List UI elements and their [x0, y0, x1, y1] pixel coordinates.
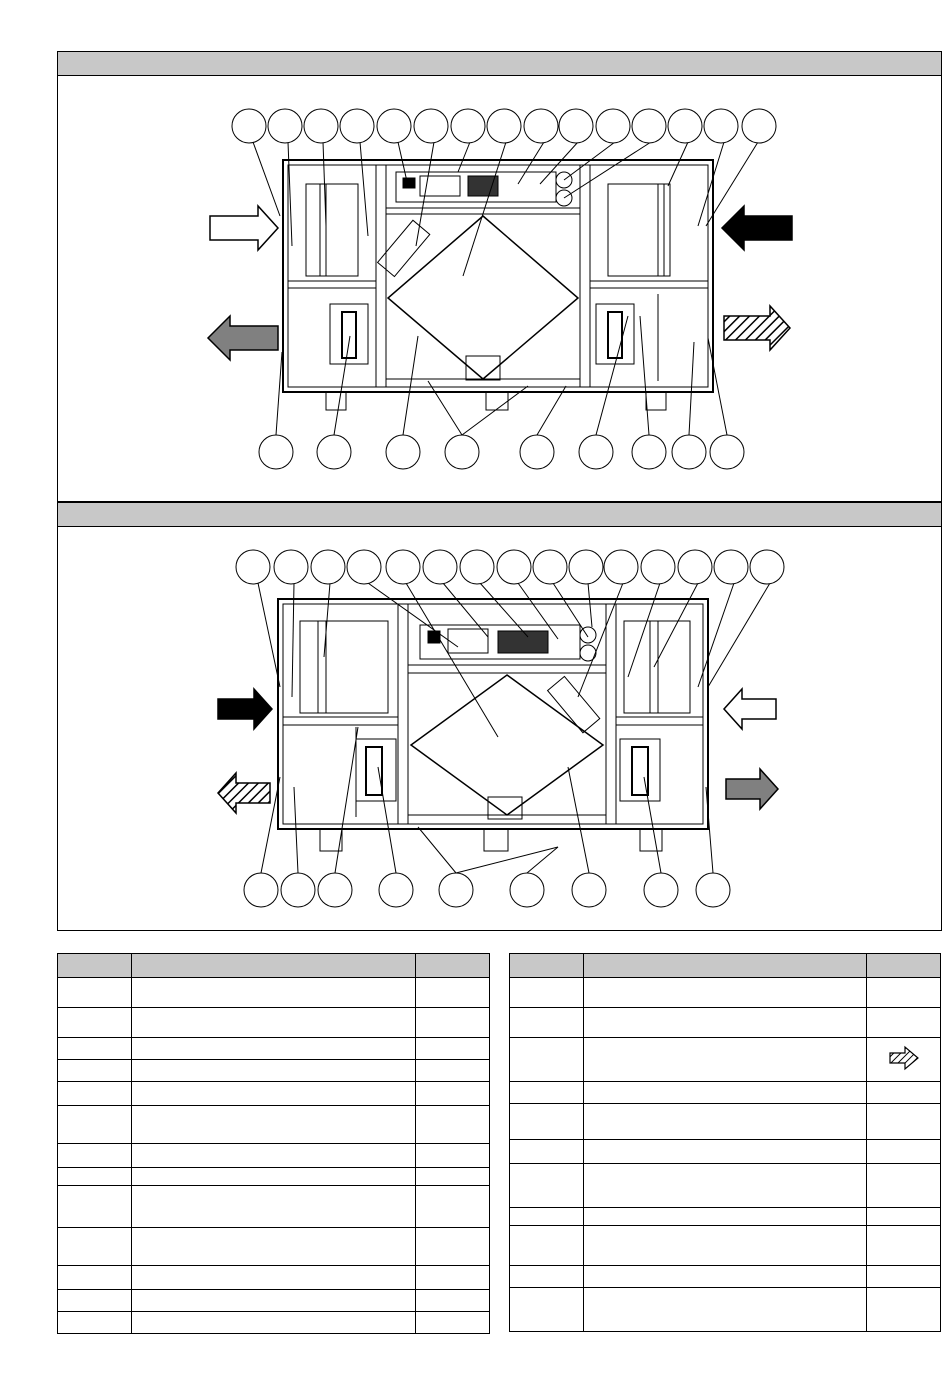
legend-cell [510, 978, 584, 1008]
legend-row [58, 1290, 490, 1312]
callout-leader-line [588, 583, 592, 627]
exhaust-arrow-grey [208, 316, 278, 360]
legend-cell [584, 1288, 867, 1332]
callout-leader-line [668, 142, 688, 186]
legend-cell [510, 1266, 584, 1288]
callout-leader-line [537, 386, 566, 435]
callout-circle [520, 435, 554, 469]
callout-circle [340, 109, 374, 143]
legend-table-left [57, 953, 490, 1334]
callout-leader-line [463, 142, 506, 276]
legend-cell [58, 1106, 132, 1144]
callout-circle [668, 109, 702, 143]
legend-row [510, 1208, 941, 1226]
legend-cell [510, 1104, 584, 1140]
legend-cell [132, 978, 416, 1008]
legend-cell [132, 1168, 416, 1186]
exhaust-arrow-grey [726, 769, 778, 809]
callout-leader-line [708, 338, 727, 435]
legend-cell [58, 1312, 132, 1334]
callout-leader-line [368, 583, 458, 647]
callout-leader-line [462, 386, 528, 435]
legend-cell [132, 1144, 416, 1168]
legend-cell [58, 1008, 132, 1038]
callout-leader-line [553, 583, 588, 637]
callout-leader-line [640, 316, 649, 435]
legend-row [58, 1144, 490, 1168]
legend-header-cell [58, 954, 132, 978]
legend-cell [510, 1226, 584, 1266]
callout-leader-line [253, 142, 280, 216]
legend-cell [416, 1106, 490, 1144]
callout-circle [632, 109, 666, 143]
callout-leader-line [698, 142, 724, 226]
legend-cell [416, 978, 490, 1008]
legend-cell [132, 1106, 416, 1144]
callout-leader-line [708, 583, 770, 687]
legend-cell [58, 978, 132, 1008]
legend-row [58, 978, 490, 1008]
legend-table-right [509, 953, 941, 1332]
callout-leader-line [258, 583, 280, 687]
legend-header-cell [416, 954, 490, 978]
legend-cell [867, 1288, 941, 1332]
callout-leader-line [628, 583, 660, 677]
legend-row [58, 1228, 490, 1266]
legend-row [58, 1008, 490, 1038]
legend-cell [416, 1168, 490, 1186]
callout-leader-line [403, 336, 418, 435]
legend-cell [510, 1082, 584, 1104]
legend-header-cell [510, 954, 584, 978]
legend-cell [416, 1038, 490, 1060]
legend-cell [132, 1228, 416, 1266]
callout-circle [274, 550, 308, 584]
legend-cell [416, 1144, 490, 1168]
callout-leader-line [518, 142, 544, 184]
legend-row [510, 1288, 941, 1332]
legend-cell [867, 978, 941, 1008]
exhaust-arrow-hatched [724, 306, 790, 350]
callout-circle [524, 109, 558, 143]
callout-circle [704, 109, 738, 143]
legend-cell [416, 1290, 490, 1312]
legend-cell [416, 1266, 490, 1290]
intake-arrow-dark [218, 689, 272, 729]
legend-cell [584, 1266, 867, 1288]
callout-circle [510, 873, 544, 907]
callout-circle [497, 550, 531, 584]
callout-leader-line [644, 777, 661, 873]
legend-cell [416, 1186, 490, 1228]
callout-leader-line [428, 381, 462, 435]
callout-leader-line [335, 727, 358, 873]
callout-leader-line [654, 583, 698, 667]
legend-cell [416, 1082, 490, 1106]
legend-row [58, 1082, 490, 1106]
unit-drawing-b [58, 527, 940, 931]
legend-cell [867, 1140, 941, 1164]
legend-cell [510, 1288, 584, 1332]
legend-row [58, 1106, 490, 1144]
legend-row [58, 1038, 490, 1060]
legend-cell [58, 1168, 132, 1186]
legend-cell [132, 1186, 416, 1228]
callout-circle [347, 550, 381, 584]
callout-leader-line [458, 142, 470, 172]
panel-b-header [58, 503, 941, 527]
callout-leader-line [418, 827, 456, 873]
callout-circle [572, 873, 606, 907]
legend-cell [584, 1008, 867, 1038]
callout-circle [386, 435, 420, 469]
legend-cell [584, 1164, 867, 1208]
callout-circle [604, 550, 638, 584]
legend-cell [584, 1140, 867, 1164]
legend-cell [416, 1228, 490, 1266]
callout-circle [579, 435, 613, 469]
callout-circle [377, 109, 411, 143]
callout-circle [641, 550, 675, 584]
callout-circle [742, 109, 776, 143]
unit-drawing-a [58, 76, 940, 502]
legend-cell [510, 1164, 584, 1208]
legend-row [510, 1140, 941, 1164]
callout-circle [445, 435, 479, 469]
callout-circle [268, 109, 302, 143]
legend-row [58, 1186, 490, 1228]
legend-cell [510, 1038, 584, 1082]
legend-cell [58, 1228, 132, 1266]
legend-cell [132, 1266, 416, 1290]
legend-cell [132, 1060, 416, 1082]
callout-circle [672, 435, 706, 469]
callout-leader-line [324, 583, 330, 657]
callout-circle [281, 873, 315, 907]
legend-cell [510, 1140, 584, 1164]
callout-circle [644, 873, 678, 907]
legend-cell [867, 1164, 941, 1208]
diagram-panel-a [57, 51, 942, 502]
legend-cell [58, 1266, 132, 1290]
callout-leader-line [406, 583, 498, 737]
legend-header-cell [132, 954, 416, 978]
intake-arrow-outline [210, 206, 278, 250]
legend-header-row [58, 954, 490, 978]
callout-circle [379, 873, 413, 907]
legend-cell [584, 978, 867, 1008]
callout-circle [710, 435, 744, 469]
legend-cell [58, 1290, 132, 1312]
legend-cell [867, 1104, 941, 1140]
callout-circle [596, 109, 630, 143]
legend-header-row [510, 954, 941, 978]
legend-cell [510, 1008, 584, 1038]
callout-circle [559, 109, 593, 143]
intake-arrow-dark [722, 206, 792, 250]
callout-circle [460, 550, 494, 584]
callout-circle [236, 550, 270, 584]
intake-arrow-outline [724, 689, 776, 729]
callout-circle [232, 109, 266, 143]
legend-cell [132, 1008, 416, 1038]
callout-circle [423, 550, 457, 584]
legend-cell [867, 1082, 941, 1104]
callout-circle [487, 109, 521, 143]
panel-a-header [58, 52, 941, 76]
legend-row [58, 1168, 490, 1186]
legend-header-cell [867, 954, 941, 978]
legend-cell [58, 1186, 132, 1228]
legend-cell [867, 1226, 941, 1266]
legend-cell [58, 1038, 132, 1060]
callout-circle [414, 109, 448, 143]
callout-circle [451, 109, 485, 143]
legend-cell [584, 1038, 867, 1082]
callout-circle [632, 435, 666, 469]
legend-row [510, 1008, 941, 1038]
callout-circle [318, 873, 352, 907]
legend-cell [58, 1082, 132, 1106]
legend-cell [132, 1082, 416, 1106]
callout-circle [439, 873, 473, 907]
legend-cell [416, 1312, 490, 1334]
legend-cell [416, 1060, 490, 1082]
callout-circle [244, 873, 278, 907]
legend-cell [132, 1290, 416, 1312]
callout-circle [304, 109, 338, 143]
callout-leader-line [689, 342, 694, 435]
legend-cell [58, 1144, 132, 1168]
legend-header-cell [584, 954, 867, 978]
callout-circle [259, 435, 293, 469]
legend-cell [584, 1104, 867, 1140]
legend-cell [584, 1082, 867, 1104]
legend-row [58, 1312, 490, 1334]
legend-row [510, 1164, 941, 1208]
legend-cell [510, 1208, 584, 1226]
legend-cell [867, 1038, 941, 1082]
callout-leader-line [568, 767, 589, 873]
legend-row [510, 978, 941, 1008]
legend-row [510, 1038, 941, 1082]
hatched-arrow-icon [887, 1045, 921, 1071]
legend-cell [584, 1208, 867, 1226]
legend-cell [132, 1312, 416, 1334]
legend-cell [58, 1060, 132, 1082]
legend-cell [867, 1208, 941, 1226]
legend-row [58, 1060, 490, 1082]
callout-circle [678, 550, 712, 584]
callout-leader-line [276, 352, 282, 435]
legend-cell [867, 1266, 941, 1288]
callout-leader-line [292, 583, 294, 697]
callout-circle [311, 550, 345, 584]
legend-cell [867, 1008, 941, 1038]
legend-cell [416, 1008, 490, 1038]
exhaust-arrow-hatched [218, 773, 270, 813]
callout-leader-line [596, 316, 628, 435]
callout-circle [750, 550, 784, 584]
legend-row [510, 1226, 941, 1266]
legend-row [510, 1082, 941, 1104]
callout-leader-line [378, 767, 396, 873]
legend-cell [584, 1226, 867, 1266]
callout-circle [569, 550, 603, 584]
legend-cell [132, 1038, 416, 1060]
callout-circle [386, 550, 420, 584]
legend-row [510, 1266, 941, 1288]
callout-circle [533, 550, 567, 584]
callout-circle [696, 873, 730, 907]
legend-row [58, 1266, 490, 1290]
diagram-panel-b [57, 502, 942, 931]
callout-leader-line [360, 142, 368, 236]
callout-circle [317, 435, 351, 469]
callout-leader-line [288, 142, 292, 246]
legend-row [510, 1104, 941, 1140]
callout-circle [714, 550, 748, 584]
callout-leader-line [540, 142, 578, 184]
